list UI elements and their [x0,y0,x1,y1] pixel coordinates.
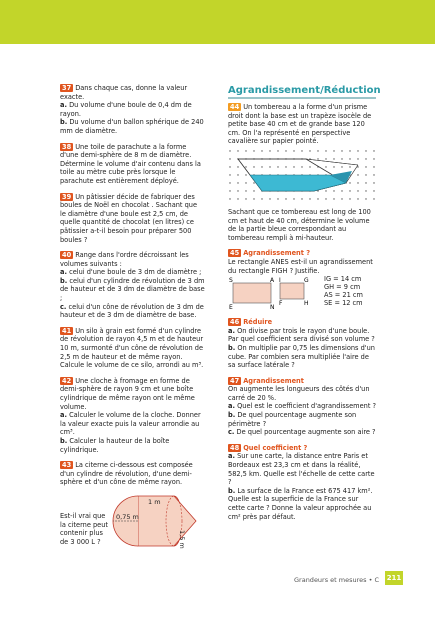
exercise-39: 39 Un pâtissier décide de fabriquer des boules de Noël en chocolat . Sachant que le diamètre d'une boule est 2,5 cm, de quelle quantité de chocolat (en litres) ce pâtissier a-t-il besoin pour préparer 500 boules ? [60,192,198,244]
tank-length-label: 1 m [148,497,161,506]
exercise-number: 42 [62,376,72,385]
svg-text:H: H [304,300,309,308]
exercise-47: 47 Agrandissement On augmente les longueurs des côtés d'un carré de 20 %. a. Quel est le coefficient d'agrandissement ? b. De quel pourcentage augmente son périmètre ? c. De quel pourcentage augmente son aire ? [228,376,376,437]
exercise-42: 42 Une cloche à fromage en forme de demi-sphère de rayon 9 cm et une boîte cylindrique de même rayon ont le même volume. a. Calculer le volume de la cloche. Donner la valeur exacte puis la valeur arrondie au cm³. b. Calculer la hauteur de la boîte cylindrique. [60,376,201,454]
svg-text:I: I [279,277,281,285]
tank-radius-label: 0,75 m [116,512,139,521]
page-number: 211 [385,571,403,585]
tank-figure [108,490,200,552]
exercise-number: 39 [62,192,72,201]
left-column [60,84,205,561]
right-column [228,103,376,528]
section-title: Agrandissement/Réduction [228,84,376,99]
exercise-45: 45 Agrandissement ? Le rectangle ANES est-il un agrandissement du rectangle FIGH ? Justifie. S A I G E N F H IG = 14 cm GH = 9 cm AS = 21 cm SE = 12 cm [228,249,373,312]
svg-text:S: S [229,277,233,285]
exercise-number: 44 [230,103,240,111]
exercise-41: 41 Un silo à grain est formé d'un cylindre de révolution de rayon 4,5 m et de hauteur 10 m, surmonté d'un cône de révolution de 2,5 m de hauteur et de même rayon. Calcule le volume de ce silo, arrondi au m³. [60,326,204,370]
tank-question: Est-il vrai que la citerne peut contenir plus de 3 000 L ? [60,511,109,546]
exercise-37: 37 Dans chaque cas, donne la valeur exacte. a. Du volume d'une boule de 0,4 dm de rayon. b. Du volume d'un ballon sphérique de 240 mm de diamètre. [60,84,204,135]
exercise-number: 41 [62,326,72,335]
exercise-number: 45 [230,249,240,258]
tank-cone-label: 1,5 m [178,529,186,549]
top-banner [0,0,435,44]
exercise-number: 43 [62,461,72,470]
exercise-38: 38 Une toile de parachute a la forme d'une demi-sphère de 8 m de diamètre. Détermine le volume d'air contenu dans la toile au mètre cube près lorsque le parachute est entièrement déployé. [60,142,201,185]
dotted-paper-figure [228,149,376,205]
exercise-48: 48 Quel coefficient ? a. Sur une carte, la distance entre Paris et Bordeaux est 23,3 cm et dans la réalité, 582,5 km. Quelle est l'échelle de cette carte ? b. La surface de la France est 675 417 km². Quelle est la superficie de la France sur cette carte ? Donne la valeur approchée au cm² près par défaut. [228,443,375,521]
exercise-44: 44 Un tombereau a la forme d'un prisme droit dont la base est un trapèze isocèle de petite base 40 cm et de grande base 120 cm. On l'a représenté en perspective cavalière sur papier pointé. Sachant que ce tombereau est long de 100 cm et haut de 40 cm, détermine le volume de la partie bleue correspondant au tombereau rempli à mi-hauteur. [228,103,376,242]
exercise-number: 40 [62,251,72,260]
svg-text:A: A [270,277,275,285]
svg-text:G: G [304,277,309,285]
svg-text:F: F [279,300,283,308]
exercise-43: 43 La citerne ci-dessous est composée d'un cylindre de révolution, d'une demi-sphère et d'un cône de même rayon. Est-il vrai que la citerne peut contenir plus de 3 000 L ? 1 m 0,75 m 1,5 m [60,461,205,554]
exercise-number: 48 [230,443,240,452]
measures-list: IG = 14 cm GH = 9 cm AS = 21 cm SE = 12 cm [324,275,363,308]
exercise-number: 38 [62,142,72,151]
svg-text:E: E [229,304,233,312]
exercise-number: 47 [230,376,240,385]
rectangles-figure [228,275,318,311]
footer-text: Grandeurs et mesures • C [294,576,380,584]
exercise-46: 46 Réduire a. On divise par trois le rayon d'une boule. Par quel coefficient sera divisé son volume ? b. On multiplie par 0,75 les dimensions d'un cube. Par combien sera multipliée l'aire de sa surface latérale ? [228,318,375,370]
exercise-40: 40 Range dans l'ordre décroissant les volumes suivants : a. celui d'une boule de 3 dm de diamètre ; b. celui d'un cylindre de révolution de 3 dm de hauteur et de 3 dm de diamètre de base ; c. celui d'un cône de révolution de 3 dm de hauteur et de 3 dm de diamètre de base. [60,251,205,320]
exercise-number: 37 [62,84,72,92]
svg-text:N: N [270,304,275,312]
exercise-number: 46 [230,318,240,327]
